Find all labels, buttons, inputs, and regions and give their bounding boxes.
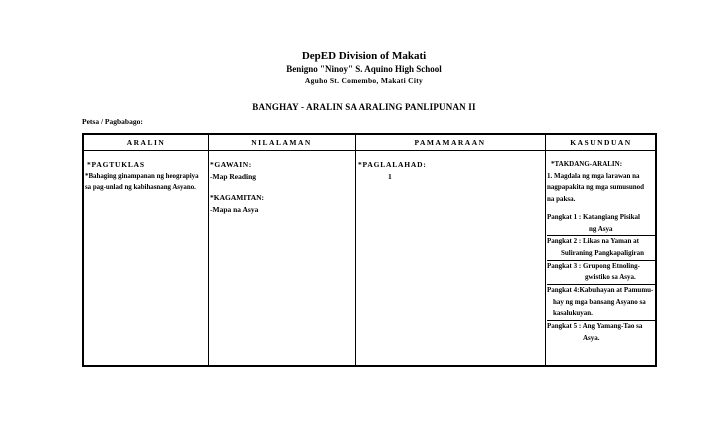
pangkat-4: [547, 284, 657, 320]
school-address: Aguho St. Comembo, Makati City: [304, 76, 424, 85]
aralin-line: sa pag-unlad ng kabihasnang Asyano.: [85, 184, 196, 192]
instruction-line: nagpapakita ng mga sumusunod: [547, 183, 645, 192]
gawain-item: -Map Reading: [210, 171, 257, 181]
school-name: Benigno "Ninoy" S. Aquino High School: [286, 64, 442, 74]
column-header-kasunduan: KASUNDUAN: [570, 138, 632, 147]
column-header-nilalaman: NILALAMAN: [251, 138, 312, 147]
pangkat-1: [547, 212, 657, 235]
aralin-line: *Bahaging ginampanan ng heograpiya: [85, 172, 199, 180]
pangkat-line: Suliraning Pangkapaligiran: [561, 248, 645, 257]
lesson-plan-table: [82, 133, 657, 367]
column-header-pamamaraan: PAMAMARAAN: [414, 138, 486, 147]
column-header-aralin: ARALIN: [126, 138, 166, 147]
pangkat-line: hay ng mga bansang Asyano sa: [553, 297, 646, 306]
paglalahad-heading: *PAGLALAHAD:: [358, 160, 427, 169]
column-divider: [208, 135, 209, 365]
takdang-aralin-heading: *TAKDANG-ARALIN:: [551, 160, 623, 168]
pangkat-5: [547, 320, 657, 344]
date-label: Petsa / Pagbabago:: [82, 117, 143, 126]
pangkat-2: [547, 235, 657, 259]
column-divider: [355, 135, 356, 365]
pamamaraan-cell: [358, 159, 544, 182]
pangkat-line: ng Asya: [589, 224, 613, 233]
kagamitan-item: -Mapa na Asya: [210, 205, 259, 215]
paglalahad-number: 1: [388, 171, 392, 181]
pangkat-3: [547, 260, 657, 284]
instruction-line: 1. Magdala ng mga larawan na: [547, 171, 640, 180]
header-divider: [84, 150, 655, 151]
lesson-plan-title: BANGHAY - ARALIN SA ARALING PANLIPUNAN II: [252, 102, 476, 112]
kasunduan-cell: [547, 159, 657, 345]
pangkat-line: Pangkat 1 : Katangiang Pisikal: [547, 212, 640, 221]
gawain-heading: *GAWAIN:: [210, 160, 252, 169]
nilalaman-cell: [210, 159, 354, 216]
pangkat-line: gwistiko sa Asya.: [585, 273, 636, 282]
pangkat-line: Pangkat 3 : Grupong Etnoling-: [547, 261, 640, 270]
column-divider: [545, 135, 546, 365]
pangkat-line: Pangkat 2 : Likas na Yaman at: [547, 237, 639, 246]
pangkat-line: Pangkat 4:Kabuhayan at Pamumu-: [547, 286, 654, 295]
pangkat-line: Asya.: [583, 333, 600, 342]
kagamitan-heading: *KAGAMITAN:: [210, 193, 265, 203]
pangkat-line: kasalukuyan.: [553, 309, 593, 318]
aralin-heading: *PAGTUKLAS: [87, 160, 145, 169]
instruction-line: na paksa.: [547, 195, 576, 204]
division-title: DepED Division of Makati: [301, 50, 427, 62]
aralin-cell: [85, 159, 207, 194]
pangkat-line: Pangkat 5 : Ang Yamang-Tao sa: [547, 322, 643, 331]
